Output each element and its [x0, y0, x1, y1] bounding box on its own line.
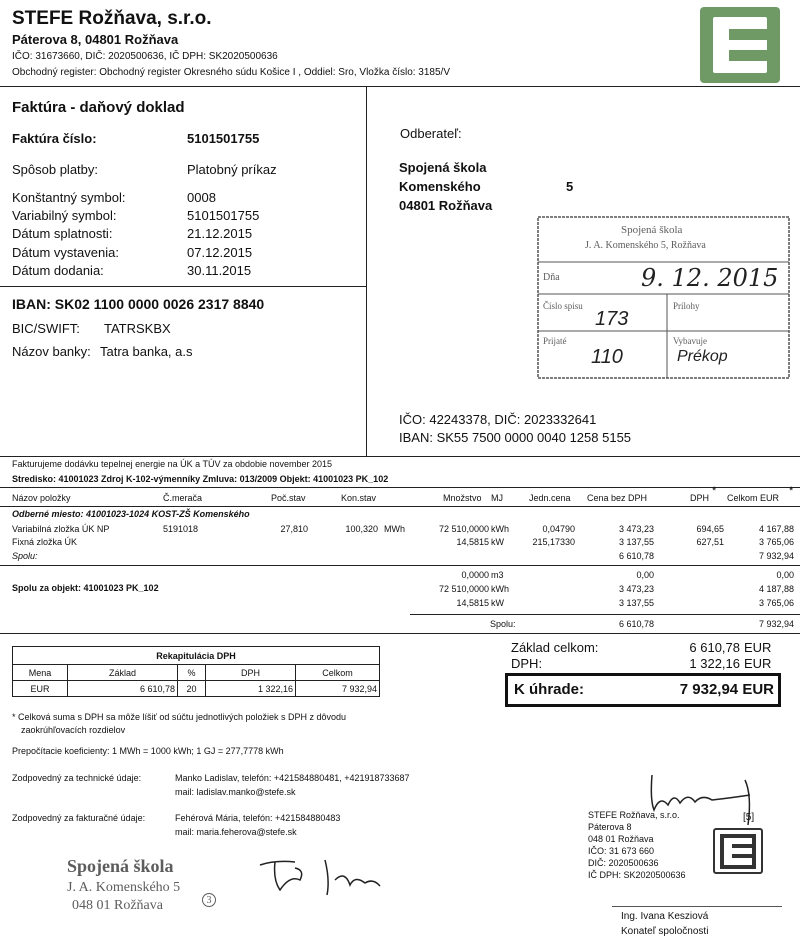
supplier-ids: IČO: 31673660, DIČ: 2020500636, IČ DPH: SK2020500636: [12, 51, 278, 62]
amount-due-label: K úhrade:: [514, 681, 585, 698]
company-stamp-logo-icon: [715, 830, 761, 872]
col-vat: DPH: [690, 493, 710, 503]
bank-name: Tatra banka, a.s: [100, 344, 193, 359]
supplier-iban: IBAN: SK02 1100 0000 0026 2317 8840: [12, 296, 265, 312]
payment-value: Platobný príkaz: [187, 162, 277, 177]
obj-line2-total: 4 187,88: [758, 584, 794, 594]
base-total: 6 610,78: [689, 640, 740, 655]
base-total-label: Základ celkom:: [511, 640, 599, 655]
customer-name: Spojená škola: [399, 160, 487, 175]
row1-start: 27,810: [280, 524, 308, 534]
school-stamp-line2: J. A. Komenského 5: [67, 880, 181, 895]
vat-total-label: DPH:: [511, 656, 543, 671]
customer-signature: [255, 850, 415, 900]
col-qty: Množstvo: [443, 493, 482, 503]
obj-line2-qty: 72 510,0000: [438, 584, 489, 594]
row1-total: 4 167,88: [758, 524, 794, 534]
payment-label: Spôsob platby:: [12, 162, 99, 177]
col-unit: MJ: [491, 493, 503, 503]
row1-net: 3 473,23: [618, 524, 654, 534]
row1-vat: 694,65: [696, 524, 724, 534]
registered-number: 110: [591, 346, 623, 368]
signatory-role: Konateľ spoločnosti: [621, 926, 709, 937]
obj-line3-total: 3 765,06: [758, 598, 794, 608]
conversion-note: Prepočítacie koeficienty: 1 MWh = 1000 kWh; 1 GJ = 277,7778 kWh: [12, 746, 284, 756]
const-symbol-label: Konštantný symbol:: [12, 190, 126, 205]
row2-net: 3 137,55: [618, 537, 654, 547]
obj-line3-unit: kW: [491, 598, 504, 608]
col-net: Cena bez DPH: [587, 493, 648, 503]
subtotal-label: Spolu:: [12, 551, 38, 561]
rounding-note-2: zaokrúhľovacích rozdielov: [21, 725, 126, 735]
customer-ids: IČO: 42243378, DIČ: 2023332641: [399, 412, 597, 427]
company-stamp-line1: STEFE Rožňava, s.r.o.: [588, 810, 680, 820]
invoice-number-label: Faktúra číslo:: [12, 131, 97, 146]
vat-recap-title: Rekapitulácia DPH: [13, 647, 380, 665]
recap-head-vat: DPH: [206, 665, 296, 681]
stefe-logo: [700, 7, 780, 83]
var-symbol: 5101501755: [187, 208, 260, 223]
subtotal-total: 7 932,94: [758, 551, 794, 561]
col-vat-star: *: [712, 485, 717, 497]
subtotal-net: 6 610,78: [618, 551, 654, 561]
row1-item: Variabilná zložka ÚK NP: [12, 524, 110, 534]
row2-unit: kW: [491, 537, 504, 547]
supplier-address: Páterova 8, 04801 Rožňava: [12, 32, 179, 47]
supplier-name: STEFE Rožňava, s.r.o.: [12, 8, 212, 29]
company-stamp-line4: IČO: 31 673 660: [588, 846, 655, 856]
signature-line: [612, 906, 782, 907]
obj-line3-net: 3 137,55: [618, 598, 654, 608]
school-stamp-line1: Spojená škola: [67, 856, 174, 876]
col-total-star: *: [789, 485, 794, 497]
col-meter: Č.merača: [163, 493, 203, 503]
amount-due: 7 932,94 EUR: [679, 681, 774, 698]
object-sum-label: Spolu:: [490, 619, 516, 629]
const-symbol: 0008: [187, 190, 216, 205]
section-title: Odberné miesto: 41001023-1024 KOST-ZŠ Komenského: [12, 509, 250, 519]
obj-line1-total: 0,00: [776, 570, 794, 580]
invoice-contact-name: Fehérová Mária, telefón: +421584880483: [175, 813, 341, 823]
row2-price: 215,17330: [532, 537, 575, 547]
col-end: Kon.stav: [341, 493, 377, 503]
billing-centre: Stredisko: 41001023 Zdroj K-102-výmenníky Zmluva: 013/2009 Objekt: 41001023 PK_102: [12, 474, 389, 484]
vat-recap-table: [12, 646, 380, 697]
received-stamp-line1: Spojená škola: [621, 224, 683, 236]
billing-intro: Fakturujeme dodávku tepelnej energie na ÚK a TÚV za obdobie november 2015: [12, 459, 333, 469]
signatory-name: Ing. Ivana Kesziová: [621, 911, 709, 922]
received-stamp: [537, 216, 790, 379]
customer-street: Komenského: [399, 179, 481, 194]
issue-date: 07.12.2015: [187, 245, 253, 260]
row1-end: 100,320: [345, 524, 378, 534]
obj-line2-net: 3 473,23: [618, 584, 654, 594]
vat-total: 1 322,16: [689, 656, 740, 671]
var-symbol-label: Variabilný symbol:: [12, 208, 117, 223]
recap-head-total: Celkom: [296, 665, 380, 681]
row1-price: 0,04790: [542, 524, 575, 534]
swift-label: BIC/SWIFT:: [12, 321, 80, 336]
invoice-title: Faktúra - daňový doklad: [12, 99, 185, 116]
row1-unit: kWh: [491, 524, 509, 534]
table-bottom-line: [0, 633, 800, 634]
row2-vat: 627,51: [696, 537, 724, 547]
obj-line2-unit: kWh: [491, 584, 509, 594]
vat-total-currency: EUR: [744, 656, 772, 671]
header-divider: [0, 86, 800, 87]
object-total-label: Spolu za objekt: 41001023 PK_102: [12, 583, 159, 593]
row1-end-unit: MWh: [384, 524, 405, 534]
object-sum-total: 7 932,94: [758, 619, 794, 629]
invoice-number: 5101501755: [187, 131, 260, 146]
tech-contact-name: Manko Ladislav, telefón: +421584880481, +421918733687: [175, 773, 410, 783]
delivery-date: 30.11.2015: [187, 263, 252, 278]
company-stamp-line2: Páterova 8: [588, 822, 632, 832]
col-item: Názov položky: [12, 493, 71, 503]
recap-currency: EUR: [13, 681, 68, 697]
school-stamp-line3: 048 01 Rožňava: [72, 898, 163, 913]
col-start: Poč.stav: [271, 493, 306, 503]
due-date-label: Dátum splatnosti:: [12, 226, 113, 241]
company-stamp-line6: IČ DPH: SK2020500636: [588, 870, 686, 880]
recap-head-currency: Mena: [13, 665, 68, 681]
obj-line1-qty: 0,0000: [461, 570, 489, 580]
header-bottom-line: [0, 506, 800, 507]
customer-iban: IBAN: SK55 7500 0000 0040 1258 5155: [399, 430, 632, 445]
bank-name-label: Názov banky:: [12, 344, 91, 359]
recap-vat: 1 322,16: [206, 681, 296, 697]
billing-divider: [0, 456, 800, 457]
object-sum-net: 6 610,78: [618, 619, 654, 629]
row1-meter: 5191018: [163, 524, 199, 534]
bank-divider: [0, 286, 366, 287]
customer-label: Odberateľ:: [400, 126, 462, 141]
col-price: Jedn.cena: [529, 493, 571, 503]
company-stamp-line5: DIČ: 2020500636: [588, 858, 659, 868]
row1-qty: 72 510,0000: [438, 524, 489, 534]
supplier-register: Obchodný register: Obchodný register Okresného súdu Košice I , Oddiel: Sro, Vložka číslo: 3185/V: [12, 67, 451, 78]
column-divider: [366, 86, 367, 456]
due-date: 21.12.2015: [187, 226, 253, 241]
customer-city: 04801 Rožňava: [399, 198, 493, 213]
attachments-label: Prílohy: [673, 301, 700, 311]
col-total: Celkom EUR: [727, 493, 780, 503]
company-stamp-line3: 048 01 Rožňava: [588, 834, 654, 844]
received-date: 9. 12. 2015: [641, 264, 779, 292]
handled-label: Vybavuje: [673, 336, 707, 346]
subtotal-line: [0, 565, 800, 566]
invoice-contact-label: Zodpovedný za fakturačné údaje:: [12, 813, 146, 823]
obj-line3-qty: 14,5815: [456, 598, 489, 608]
row2-total: 3 765,06: [758, 537, 794, 547]
recap-base: 6 610,78: [68, 681, 178, 697]
object-sum-line: [410, 614, 800, 615]
recap-total: 7 932,94: [296, 681, 380, 697]
school-stamp-number: 3: [202, 893, 216, 907]
tech-contact-label: Zodpovedný za technické údaje:: [12, 773, 142, 783]
invoice-contact-mail: mail: maria.feherova@stefe.sk: [175, 827, 297, 837]
file-number: 173: [595, 308, 629, 330]
obj-line1-net: 0,00: [636, 570, 654, 580]
amount-due-box: [505, 673, 781, 707]
handled-signature: Prékop: [677, 348, 728, 365]
rounding-note-1: * Celková suma s DPH sa môže líšiť od súčtu jednotlivých položiek s DPH z dôvodu: [12, 712, 347, 722]
stefe-logo-icon: [700, 7, 780, 83]
company-stamp-number: [5]: [743, 812, 755, 823]
base-total-currency: EUR: [744, 640, 772, 655]
obj-line1-unit: m3: [491, 570, 504, 580]
row2-item: Fixná zložka ÚK: [12, 537, 78, 547]
tech-contact-mail: mail: ladislav.manko@stefe.sk: [175, 787, 296, 797]
recap-head-base: Základ: [68, 665, 178, 681]
registered-label: Prijaté: [543, 336, 567, 346]
delivery-date-label: Dátum dodania:: [12, 263, 104, 278]
company-stamp-logo: [713, 828, 763, 874]
swift-value: TATRSKBX: [104, 321, 171, 336]
row2-qty: 14,5815: [456, 537, 489, 547]
received-date-label: Dňa: [543, 272, 560, 283]
recap-head-rate: %: [178, 665, 206, 681]
table-top-line: [0, 487, 800, 488]
received-stamp-line2: J. A. Komenského 5, Rožňava: [585, 240, 706, 251]
recap-rate: 20: [178, 681, 206, 697]
customer-street-number: 5: [566, 179, 574, 194]
file-number-label: Číslo spisu: [543, 301, 583, 311]
issue-date-label: Dátum vystavenia:: [12, 245, 119, 260]
